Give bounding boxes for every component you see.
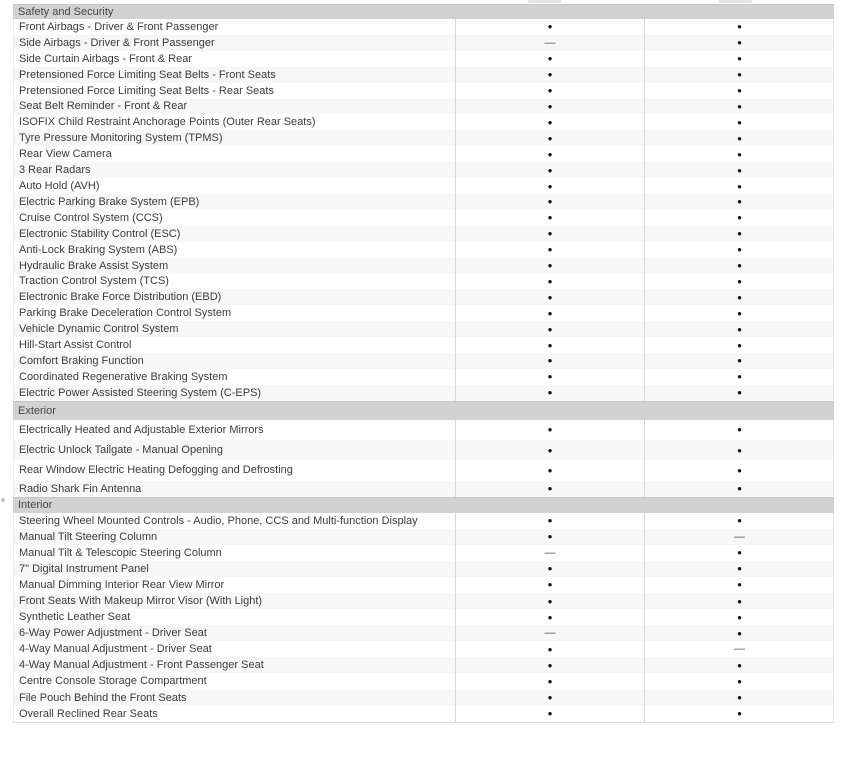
table-row — [14, 274, 833, 290]
feature-label: 3 Rear Radars — [19, 164, 91, 177]
feature-label: Electrically Heated and Adjustable Exterior Mirrors — [19, 423, 264, 436]
available-dot: • — [455, 274, 644, 290]
available-dot: • — [455, 657, 644, 673]
spec-table — [13, 4, 834, 723]
available-dot: • — [644, 305, 834, 321]
table-row — [14, 194, 833, 210]
feature-label: File Pouch Behind the Front Seats — [19, 691, 187, 704]
available-dot: • — [455, 114, 644, 130]
section-header: Exterior — [13, 401, 834, 420]
available-dot: • — [644, 274, 834, 290]
available-dot: • — [455, 440, 644, 460]
table-row — [14, 657, 833, 673]
table-row — [14, 242, 833, 258]
feature-label: Tyre Pressure Monitoring System (TPMS) — [19, 132, 223, 145]
available-dot: • — [455, 210, 644, 226]
available-dot: • — [644, 51, 834, 67]
feature-label: Comfort Braking Function — [19, 354, 144, 367]
available-dot: • — [644, 561, 834, 577]
table-row — [14, 130, 833, 146]
available-dot: • — [644, 690, 834, 706]
not-available-mark: — — [455, 35, 644, 51]
table-row — [14, 51, 833, 67]
table-row — [14, 440, 833, 460]
table-row — [14, 353, 833, 369]
feature-label: Synthetic Leather Seat — [19, 611, 131, 624]
table-row — [14, 625, 833, 641]
available-dot: • — [644, 609, 834, 625]
available-dot: • — [644, 162, 834, 178]
table-row — [14, 99, 833, 115]
table-row — [14, 609, 833, 625]
table-row — [14, 385, 833, 401]
feature-label: Manual Tilt & Telescopic Steering Column — [19, 546, 222, 559]
table-row — [14, 146, 833, 162]
feature-label: Auto Hold (AVH) — [19, 180, 100, 193]
available-dot: • — [455, 337, 644, 353]
available-dot: • — [644, 625, 834, 641]
available-dot: • — [644, 210, 834, 226]
available-dot: • — [455, 178, 644, 194]
available-dot: • — [455, 577, 644, 593]
feature-label: Coordinated Regenerative Braking System — [19, 370, 228, 383]
feature-label: Electric Parking Brake System (EPB) — [19, 195, 200, 208]
available-dot: • — [644, 460, 834, 480]
feature-label: Vehicle Dynamic Control System — [19, 323, 179, 336]
available-dot: • — [455, 83, 644, 99]
table-row — [14, 706, 833, 722]
section-rows — [13, 420, 834, 497]
section-rows — [13, 513, 834, 722]
table-row — [14, 577, 833, 593]
section-rows — [13, 19, 834, 401]
feature-label: 7" Digital Instrument Panel — [19, 562, 149, 575]
available-dot: • — [455, 673, 644, 689]
feature-label: Pretensioned Force Limiting Seat Belts - Front Seats — [19, 68, 276, 81]
feature-label: ISOFIX Child Restraint Anchorage Points (Outer Rear Seats) — [19, 116, 316, 129]
available-dot: • — [455, 258, 644, 274]
available-dot: • — [644, 481, 834, 497]
available-dot: • — [644, 99, 834, 115]
section-header: Safety and Security — [13, 4, 834, 19]
available-dot: • — [644, 321, 834, 337]
screenshot-artifact — [528, 0, 562, 3]
available-dot: • — [455, 146, 644, 162]
not-available-mark: — — [644, 641, 834, 657]
available-dot: • — [644, 369, 834, 385]
feature-label: Anti-Lock Braking System (ABS) — [19, 243, 178, 256]
available-dot: • — [644, 19, 834, 35]
available-dot: • — [455, 641, 644, 657]
table-row — [14, 114, 833, 130]
feature-label: 4-Way Manual Adjustment - Front Passenger Seat — [19, 659, 264, 672]
available-dot: • — [455, 19, 644, 35]
feature-label: Pretensioned Force Limiting Seat Belts - Rear Seats — [19, 84, 274, 97]
available-dot: • — [644, 226, 834, 242]
feature-label: Seat Belt Reminder - Front & Rear — [19, 100, 188, 113]
available-dot: • — [455, 529, 644, 545]
table-row — [14, 420, 833, 440]
available-dot: • — [644, 242, 834, 258]
feature-label: Centre Console Storage Compartment — [19, 675, 207, 688]
available-dot: • — [455, 609, 644, 625]
available-dot: • — [455, 321, 644, 337]
section-safety-and-security — [13, 4, 834, 401]
available-dot: • — [455, 289, 644, 305]
available-dot: • — [644, 545, 834, 561]
table-row — [14, 690, 833, 706]
table-row — [14, 35, 833, 51]
available-dot: • — [644, 194, 834, 210]
feature-label: Parking Brake Deceleration Control System — [19, 307, 232, 320]
feature-label: Side Airbags - Driver & Front Passenger — [19, 36, 215, 49]
available-dot: • — [644, 420, 834, 440]
available-dot: • — [644, 657, 834, 673]
table-row — [14, 529, 833, 545]
table-row — [14, 226, 833, 242]
feature-label: Front Seats With Makeup Mirror Visor (With Light) — [19, 595, 263, 608]
screenshot-artifact — [718, 0, 752, 3]
available-dot: • — [644, 706, 834, 722]
not-available-mark: — — [455, 545, 644, 561]
feature-label: Overall Reclined Rear Seats — [19, 707, 158, 720]
table-row — [14, 19, 833, 35]
table-row — [14, 641, 833, 657]
available-dot: • — [644, 577, 834, 593]
screenshot-artifact — [1, 498, 5, 502]
available-dot: • — [455, 369, 644, 385]
table-row — [14, 83, 833, 99]
available-dot: • — [644, 593, 834, 609]
available-dot: • — [455, 481, 644, 497]
available-dot: • — [644, 353, 834, 369]
available-dot: • — [455, 226, 644, 242]
table-row — [14, 321, 833, 337]
available-dot: • — [644, 513, 834, 529]
available-dot: • — [644, 337, 834, 353]
feature-label: Electric Unlock Tailgate - Manual Opening — [19, 444, 224, 457]
feature-label: Cruise Control System (CCS) — [19, 211, 163, 224]
feature-label: Rear Window Electric Heating Defogging and Defrosting — [19, 464, 293, 477]
available-dot: • — [455, 706, 644, 722]
available-dot: • — [455, 385, 644, 401]
table-row — [14, 561, 833, 577]
table-row — [14, 369, 833, 385]
feature-label: Manual Tilt Steering Column — [19, 530, 158, 543]
available-dot: • — [644, 258, 834, 274]
available-dot: • — [455, 99, 644, 115]
table-row — [14, 67, 833, 83]
available-dot: • — [644, 673, 834, 689]
available-dot: • — [455, 51, 644, 67]
available-dot: • — [455, 690, 644, 706]
table-row — [14, 481, 833, 497]
section-exterior — [13, 401, 834, 497]
available-dot: • — [644, 440, 834, 460]
feature-label: Traction Control System (TCS) — [19, 275, 169, 288]
available-dot: • — [455, 242, 644, 258]
table-row — [14, 460, 833, 480]
feature-label: Side Curtain Airbags - Front & Rear — [19, 52, 193, 65]
not-available-mark: — — [644, 529, 834, 545]
not-available-mark: — — [455, 625, 644, 641]
available-dot: • — [455, 130, 644, 146]
available-dot: • — [644, 35, 834, 51]
table-row — [14, 210, 833, 226]
available-dot: • — [644, 83, 834, 99]
feature-label: Radio Shark Fin Antenna — [19, 482, 142, 495]
available-dot: • — [455, 67, 644, 83]
available-dot: • — [644, 130, 834, 146]
feature-label: 4-Way Manual Adjustment - Driver Seat — [19, 643, 212, 656]
available-dot: • — [455, 420, 644, 440]
table-row — [14, 289, 833, 305]
available-dot: • — [455, 513, 644, 529]
available-dot: • — [644, 114, 834, 130]
available-dot: • — [455, 593, 644, 609]
available-dot: • — [644, 67, 834, 83]
feature-label: Manual Dimming Interior Rear View Mirror — [19, 578, 225, 591]
feature-label: Front Airbags - Driver & Front Passenger — [19, 20, 219, 33]
table-row — [14, 337, 833, 353]
available-dot: • — [644, 289, 834, 305]
feature-label: Electric Power Assisted Steering System (C-EPS) — [19, 386, 262, 399]
available-dot: • — [455, 561, 644, 577]
section-interior — [13, 497, 834, 722]
available-dot: • — [455, 353, 644, 369]
available-dot: • — [455, 460, 644, 480]
feature-label: 6-Way Power Adjustment - Driver Seat — [19, 627, 207, 640]
available-dot: • — [644, 146, 834, 162]
feature-label: Rear View Camera — [19, 148, 112, 161]
table-row — [14, 258, 833, 274]
table-row — [14, 178, 833, 194]
table-row — [14, 162, 833, 178]
feature-label: Steering Wheel Mounted Controls - Audio, Phone, CCS and Multi-function Display — [19, 514, 418, 527]
available-dot: • — [644, 178, 834, 194]
available-dot: • — [455, 305, 644, 321]
feature-label: Hydraulic Brake Assist System — [19, 259, 169, 272]
feature-label: Hill-Start Assist Control — [19, 339, 132, 352]
feature-label: Electronic Stability Control (ESC) — [19, 227, 181, 240]
table-row — [14, 305, 833, 321]
table-row — [14, 593, 833, 609]
section-header: Interior — [13, 497, 834, 513]
table-row — [14, 673, 833, 689]
available-dot: • — [455, 162, 644, 178]
feature-label: Electronic Brake Force Distribution (EBD) — [19, 291, 222, 304]
available-dot: • — [644, 385, 834, 401]
table-row — [14, 513, 833, 529]
table-row — [14, 545, 833, 561]
available-dot: • — [455, 194, 644, 210]
